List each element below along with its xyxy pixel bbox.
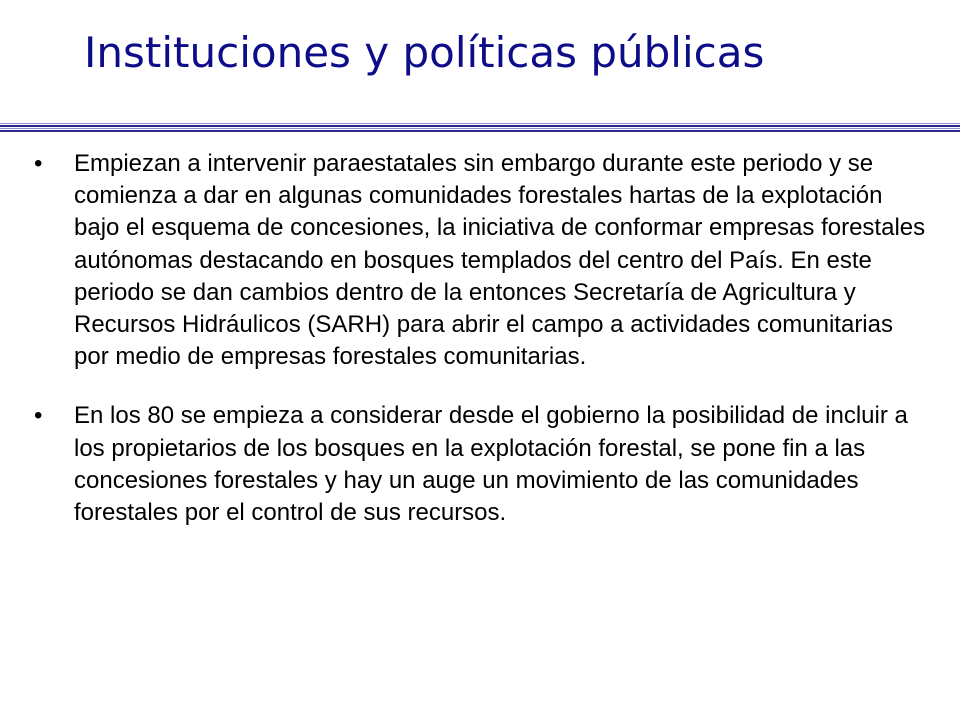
slide-title: Instituciones y políticas públicas [84,28,765,77]
bullet-marker: • [34,150,43,177]
bullet-item-2 [30,400,930,529]
bullet-text: En los 80 se empieza a considerar desde el gobierno la posibilidad de incluir a los propietarios de los bosques en la explotación forestal, se pone fin a las concesiones forestales y hay un auge un movimiento de las comunidades forestales por el control de sus recursos. [74,402,908,527]
title-divider [0,123,960,133]
bullet-text: Empiezan a intervenir paraestatales sin embargo durante este periodo y se comienza a dar en algunas comunidades forestales hartas de la explotación bajo el esquema de concesiones, la iniciativa de conformar empresas forestales autónomas destacando en bosques templados del centro del País. En este periodo se dan cambios dentro de la entonces Secretaría de Agricultura y Recursos Hidráulicos (SARH) para abrir el campo a actividades comunitarias por medio de empresas forestales comunitarias. [74,150,926,371]
bullet-list [30,148,930,556]
bullet-marker: • [34,402,43,430]
bullet-item-1 [30,148,930,373]
